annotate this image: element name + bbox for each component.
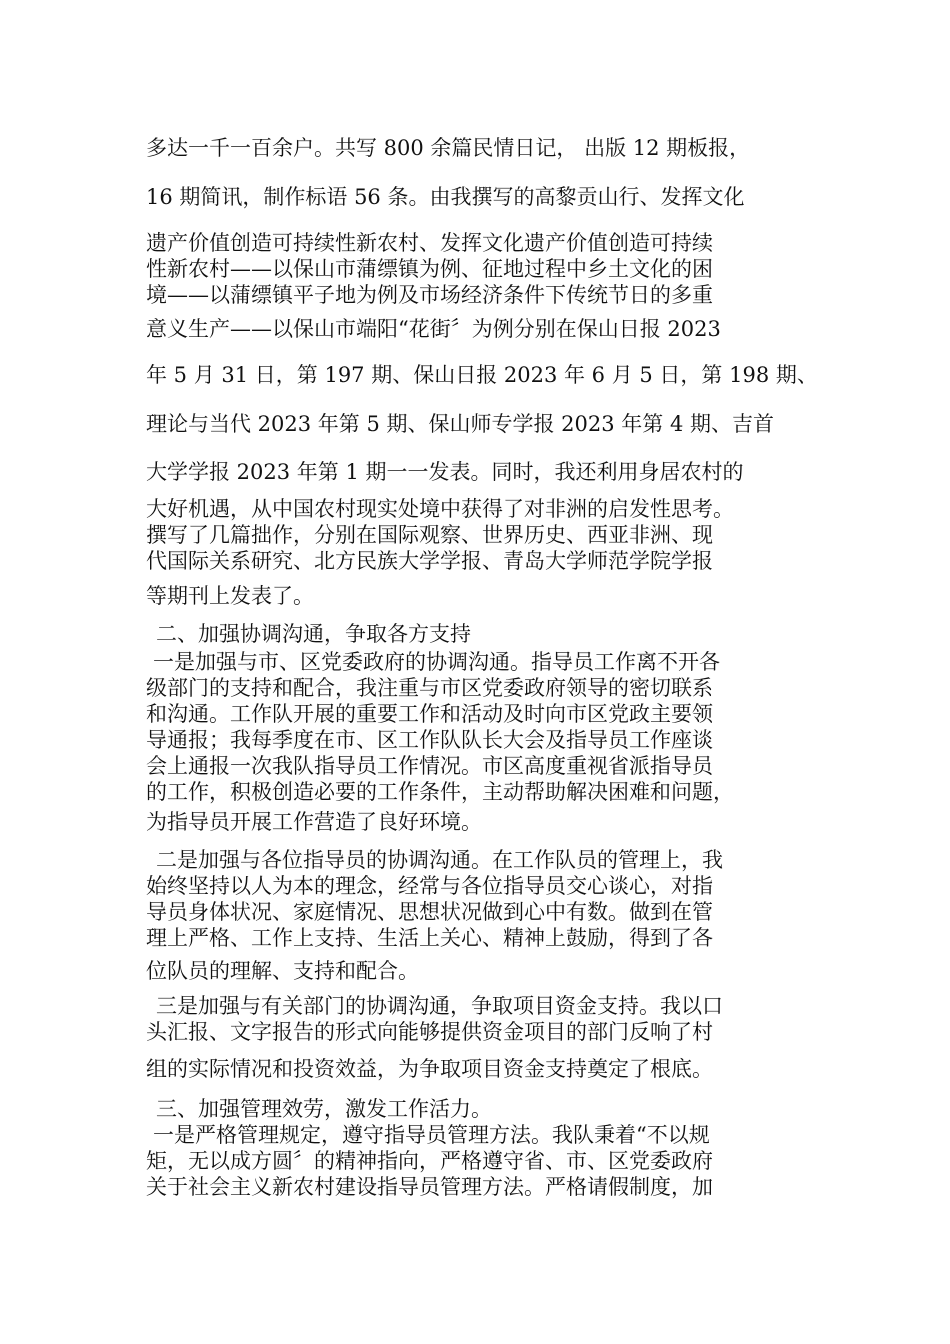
text-line: 组的实际情况和投资效益，为争取项目资金支持奠定了根底。 — [146, 1057, 713, 1081]
text-line: 大学学报 2023 年第 1 期一一发表。同时，我还利用身居农村的 — [146, 460, 744, 484]
text-line: 为指导员开展工作营造了良好环境。 — [146, 810, 482, 834]
text-line: 年 5 月 31 日，第 197 期、保山日报 2023 年 6 月 5 日，第 198 期、 — [146, 363, 818, 387]
text-line: 会上通报一次我队指导员工作情况。市区高度重视省派指导员 — [146, 754, 713, 778]
text-line: 遗产价值创造可持续性新农村、发挥文化遗产价值创造可持续 — [146, 231, 713, 255]
text-line: 关于社会主义新农村建设指导员管理方法。严格请假制度，加 — [146, 1175, 713, 1199]
text-line: 的工作，积极创造必要的工作条件，主动帮助解决困难和问题， — [146, 780, 734, 804]
text-line: 多达一千一百余户。共写 800 余篇民情日记， 出版 12 期板报， — [146, 136, 751, 160]
text-line: 矩，无以成方圆〞的精神指向，严格遵守省、市、区党委政府 — [146, 1149, 713, 1173]
text-line: 级部门的支持和配合，我注重与市区党委政府领导的密切联系 — [146, 676, 713, 700]
text-line: 和沟通。工作队开展的重要工作和活动及时向市区党政主要领 — [146, 702, 713, 726]
text-line: 头汇报、文字报告的形式向能够提供资金项目的部门反响了村 — [146, 1020, 713, 1044]
text-line: 境——以蒲缥镇平子地为例及市场经济条件下传统节日的多重 — [146, 283, 713, 307]
text-line: 一是严格管理规定，遵守指导员管理方法。我队秉着“不以规 — [153, 1123, 710, 1147]
section-heading: 二、加强协调沟通，争取各方支持 — [156, 622, 471, 646]
text-line: 一是加强与市、区党委政府的协调沟通。指导员工作离不开各 — [153, 650, 720, 674]
text-line: 始终坚持以人为本的理念，经常与各位指导员交心谈心，对指 — [146, 874, 713, 898]
text-line: 位队员的理解、支持和配合。 — [146, 959, 419, 983]
text-line: 撰写了几篇拙作，分别在国际观察、世界历史、西亚非洲、现 — [146, 523, 713, 547]
text-line: 意义生产——以保山市端阳“花街〞为例分别在保山日报 2023 — [146, 317, 721, 341]
text-line: 导通报；我每季度在市、区工作队队长大会及指导员工作座谈 — [146, 728, 713, 752]
text-line: 16 期简讯，制作标语 56 条。由我撰写的高黎贡山行、发挥文化 — [146, 185, 745, 209]
text-line: 等期刊上发表了。 — [146, 584, 314, 608]
text-line: 理论与当代 2023 年第 5 期、保山师专学报 2023 年第 4 期、吉首 — [146, 412, 775, 436]
text-line: 导员身体状况、家庭情况、思想状况做到心中有数。做到在管 — [146, 900, 713, 924]
text-line: 代国际关系研究、北方民族大学学报、青岛大学师范学院学报 — [146, 549, 713, 573]
text-line: 三是加强与有关部门的协调沟通，争取项目资金支持。我以口 — [156, 994, 723, 1018]
text-line: 大好机遇，从中国农村现实处境中获得了对非洲的启发性思考。 — [146, 497, 734, 521]
text-line: 二是加强与各位指导员的协调沟通。在工作队员的管理上，我 — [156, 848, 723, 872]
text-line: 理上严格、工作上支持、生活上关心、精神上鼓励，得到了各 — [146, 926, 713, 950]
text-line: 性新农村——以保山市蒲缥镇为例、征地过程中乡土文化的困 — [146, 257, 713, 281]
section-heading: 三、加强管理效劳，激发工作活力。 — [156, 1097, 492, 1121]
